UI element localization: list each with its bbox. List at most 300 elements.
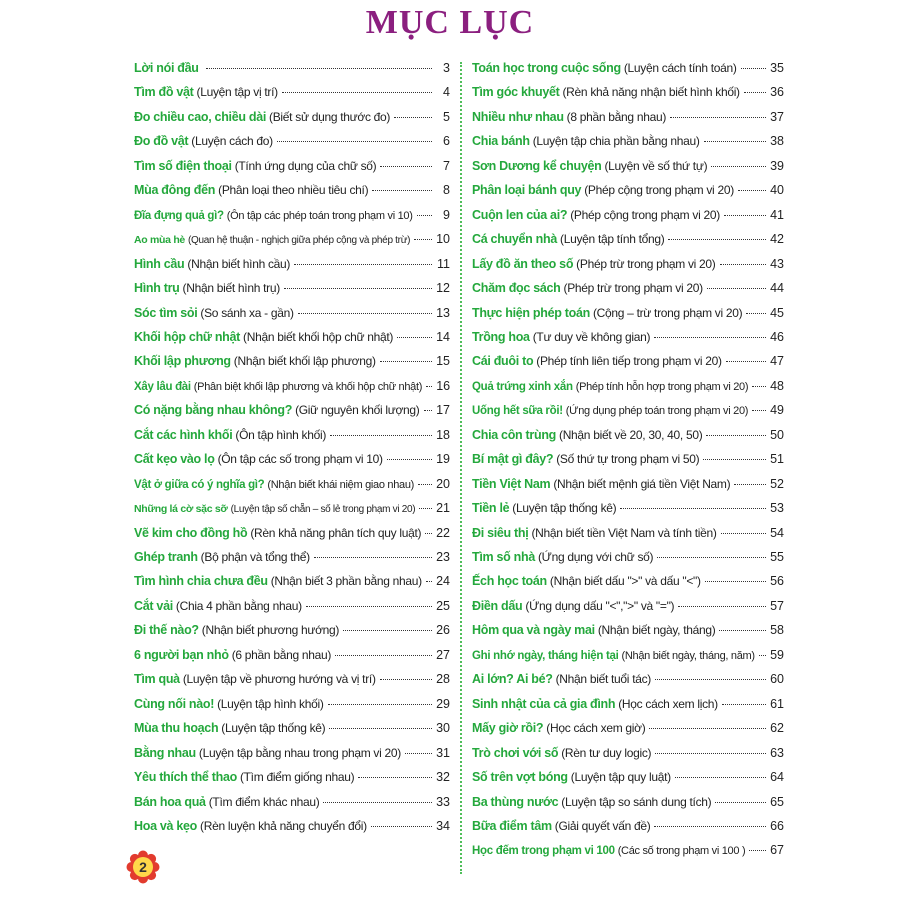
toc-entry[interactable] [472,351,784,371]
toc-entry-title: Uống hết sữa rồi! [472,405,563,418]
toc-dot-leader [720,264,766,265]
toc-dot-leader [397,337,432,338]
toc-entry-subtitle: (Các số trong phạm vi 100 ) [617,845,746,858]
toc-entry[interactable] [134,547,450,567]
toc-entry-subtitle: (Nhận biết khái niệm giao nhau) [267,478,415,491]
toc-entry-subtitle: (So sánh xa - gần) [200,305,294,320]
toc-entry[interactable] [134,669,450,689]
toc-entry-title: Cá chuyển nhà [472,232,558,247]
toc-entry-title: Ghép tranh [134,550,198,564]
toc-entry-page: 58 [770,623,784,638]
toc-entry[interactable] [134,498,450,518]
toc-dot-leader [749,850,766,851]
toc-entry-subtitle: (Nhận biết mệnh giá tiền Việt Nam) [553,476,731,491]
toc-dot-leader [722,704,766,705]
toc-entry-title: Số trên vợt bóng [472,770,568,785]
toc-entry[interactable] [472,571,784,591]
toc-entry-page: 47 [770,354,784,369]
toc-entry[interactable] [134,620,450,640]
toc-entry[interactable] [472,254,784,274]
toc-dot-leader [425,533,432,534]
toc-entry[interactable] [134,425,450,445]
toc-entry-subtitle: (Nhận biết ngày, tháng) [597,623,716,638]
toc-entry[interactable] [472,425,784,445]
toc-entry-subtitle: (Luyện cách đo) [191,134,273,149]
toc-entry-subtitle: (Ôn tập hình khối) [235,427,327,442]
toc-entry-subtitle: (Tính ứng dụng của chữ số) [234,158,377,173]
toc-entry-title: Ba thùng nước [472,794,559,809]
toc-dot-leader [335,655,432,656]
toc-entry-subtitle: (Nhận biết tuổi tác) [555,672,651,687]
toc-entry-page: 33 [436,794,450,809]
toc-entry-subtitle: (Nhận biết dấu ">" và dấu "<") [549,574,701,589]
toc-entry-page: 30 [436,721,450,736]
toc-entry-subtitle: (Luyện tập chia phần bằng nhau) [532,134,700,149]
toc-dot-leader [752,410,766,411]
toc-entry-page: 57 [770,598,784,613]
toc-entry-page: 43 [770,256,784,271]
toc-entry[interactable] [134,523,450,543]
toc-entry[interactable] [472,303,784,323]
toc-dot-leader [668,239,766,240]
toc-dot-leader [323,802,432,803]
toc-entry-subtitle: (Ôn tập các phép toán trong phạm vi 10) [226,209,413,222]
toc-entry[interactable] [472,498,784,518]
toc-entry-page: 35 [770,61,784,75]
toc-dot-leader [418,484,432,485]
toc-dot-leader [343,630,432,631]
toc-entry-title: Khối lập phương [134,354,231,369]
toc-dot-leader [394,117,432,118]
toc-entry-page: 23 [436,550,450,564]
toc-entry-subtitle: (Luyện về số thứ tự) [604,158,708,173]
toc-entry-page: 21 [436,501,450,516]
toc-entry[interactable] [134,205,450,225]
toc-entry-subtitle: (Học cách xem giờ) [546,721,646,736]
toc-entry-page: 61 [770,696,784,711]
toc-entry[interactable] [134,303,450,323]
toc-entry-page: 18 [436,427,450,442]
toc-entry-page: 3 [443,61,450,75]
toc-entry-subtitle: (Nhận biết về 20, 30, 40, 50) [559,427,703,442]
toc-entry[interactable] [134,180,450,200]
toc-entry-page: 28 [436,672,450,687]
toc-entry-subtitle: (Phép cộng trong phạm vi 20) [570,207,720,222]
toc-dot-leader [206,68,432,69]
toc-entry[interactable] [472,278,784,298]
toc-entry-title: Chia bánh [472,134,530,149]
toc-entry[interactable] [134,107,450,127]
toc-entry-title: Bữa điểm tâm [472,818,552,833]
toc-entry-title: Hình cầu [134,256,185,271]
toc-entry[interactable] [472,620,784,640]
toc-entry-page: 38 [770,134,784,149]
toc-entry[interactable] [472,743,784,763]
toc-entry-title: Sinh nhật của cả gia đình [472,696,616,711]
page-number-badge [126,850,160,884]
toc-entry-page: 17 [436,403,450,418]
toc-entry-page: 11 [437,256,450,271]
toc-dot-leader [704,141,766,142]
toc-dot-leader [424,410,433,411]
toc-entry[interactable] [472,596,784,616]
toc-entry-page: 52 [770,476,784,491]
toc-entry-page: 49 [770,403,784,418]
toc-entry-page: 62 [770,721,784,736]
toc-dot-leader [752,386,766,387]
toc-entry-subtitle: (Tìm điểm khác nhau) [208,794,320,809]
toc-entry-title: Ếch học toán [472,574,547,589]
toc-dot-leader [675,777,766,778]
toc-entry-subtitle: (Nhận biết tiền Việt Nam và tính tiền) [531,525,717,540]
toc-dot-leader [649,728,766,729]
toc-entry-title: Nhiều như nhau [472,109,564,124]
toc-entry[interactable] [472,82,784,102]
toc-entry-subtitle: (Rèn luyện khả năng chuyển đổi) [200,818,367,833]
toc-entry[interactable] [472,400,784,420]
toc-entry[interactable] [472,327,784,347]
toc-entry-page: 12 [436,281,450,296]
toc-entry[interactable] [472,718,784,738]
toc-entry-title: Tìm số nhà [472,550,535,564]
toc-dot-leader [380,361,432,362]
toc-entry[interactable] [472,58,784,78]
toc-entry-title: Chăm đọc sách [472,281,561,296]
toc-dot-leader [372,190,432,191]
toc-entry-subtitle: (Giữ nguyên khối lượng) [295,403,420,418]
toc-entry-title: Đi thế nào? [134,623,199,638]
toc-entry-subtitle: (Rèn khả năng phân tích quy luật) [250,525,422,540]
toc-entry[interactable] [472,645,784,665]
toc-dot-leader [744,92,766,93]
toc-entry-title: Trò chơi với số [472,745,559,760]
toc-entry-title: Cùng nối nào! [134,696,215,711]
toc-entry-page: 55 [770,550,784,564]
toc-entry-page: 41 [770,207,784,222]
toc-entry[interactable] [472,767,784,787]
toc-dot-leader [734,484,766,485]
toc-dot-leader [277,141,432,142]
toc-entry-subtitle: (8 phần bằng nhau) [566,109,667,124]
toc-entry[interactable] [472,816,784,836]
toc-entry-page: 4 [443,85,450,100]
toc-entry[interactable] [134,718,450,738]
toc-entry-title: Tìm số điện thoại [134,158,232,173]
toc-entry[interactable] [134,156,450,176]
toc-entry-subtitle: (Tư duy về không gian) [532,329,651,344]
toc-entry[interactable] [134,254,450,274]
toc-entry[interactable] [134,816,450,836]
toc-entry-page: 24 [436,574,450,589]
toc-dot-leader [329,728,432,729]
toc-entry-subtitle: (Biết sử dụng thước đo) [269,109,391,124]
toc-entry[interactable] [472,792,784,812]
toc-entry-subtitle: (Luyện tập thống kê) [512,501,617,516]
toc-dot-leader [678,606,766,607]
toc-entry-title: Sơn Dương kể chuyện [472,158,602,173]
toc-entry[interactable] [134,743,450,763]
toc-entry-title: Trồng hoa [472,329,530,344]
toc-entry-subtitle: (Luyện tập hình khối) [217,696,324,711]
toc-entry-title: Tiền Việt Nam [472,476,551,491]
toc-entry-page: 16 [436,378,451,393]
toc-entry-subtitle: (Nhận biết ngày, tháng, năm) [621,649,755,662]
toc-entry[interactable] [134,792,450,812]
toc-entry-subtitle: (Ứng dụng phép toán trong phạm vi 20) [565,405,749,418]
toc-entry[interactable] [134,229,450,249]
toc-entry-title: Cái đuôi to [472,354,534,369]
toc-entry-subtitle: (Nhận biết hình cầu) [187,256,291,271]
toc-entry-subtitle: (Bộ phận và tổng thể) [200,550,310,564]
toc-entry-title: Toán học trong cuộc sống [472,61,621,75]
toc-entry-title: Đo đồ vật [134,134,189,149]
toc-entry-title: Mấy giờ rồi? [472,721,544,736]
toc-entry-title: Cất kẹo vào lọ [134,452,215,467]
toc-entry-subtitle: (Nhận biết khối lập phương) [233,354,376,369]
toc-entry[interactable] [472,474,784,494]
toc-entry-title: Ghi nhớ ngày, tháng hiện tại [472,649,619,662]
toc-entry-page: 50 [770,427,784,442]
toc-entry[interactable] [472,131,784,151]
toc-entry-page: 54 [770,525,784,540]
toc-entry-page: 46 [770,329,784,344]
toc-entry-subtitle: (Phép tính liên tiếp trong phạm vi 20) [536,354,722,369]
toc-entry-title: Sóc tìm sỏi [134,305,198,320]
toc-entry-page: 22 [436,525,450,540]
toc-entry-subtitle: (Luyện tập quy luật) [570,770,671,785]
toc-entry[interactable] [134,327,450,347]
toc-entry-subtitle: (Ứng dụng dấu "<",">" và "=") [525,598,675,613]
toc-entry[interactable] [472,547,784,567]
toc-entry-title: Điền dấu [472,598,523,613]
toc-entry-title: Khối hộp chữ nhật [134,329,241,344]
toc-entry-subtitle: (Học cách xem lịch) [618,696,718,711]
toc-entry[interactable] [134,278,450,298]
toc-entry[interactable] [134,767,450,787]
toc-dot-leader [328,704,432,705]
toc-entry-subtitle: (Luyện tập tính tổng) [560,232,665,247]
toc-dot-leader [706,435,766,436]
toc-entry[interactable] [472,205,784,225]
toc-entry-page: 26 [436,623,450,638]
toc-entry-subtitle: (Tìm điểm giống nhau) [239,770,355,785]
toc-entry-title: Chia côn trùng [472,427,556,442]
toc-dot-leader [746,313,766,314]
toc-entry-subtitle: (Rèn tư duy logic) [561,745,652,760]
toc-entry-title: Bí mật gì đây? [472,452,554,467]
toc-entry[interactable] [134,571,450,591]
toc-entry-title: Ao mùa hè [134,234,185,247]
toc-dot-leader [284,288,432,289]
toc-entry-page: 32 [436,770,450,785]
toc-entry-page: 14 [436,329,450,344]
toc-dot-leader [306,606,432,607]
toc-entry[interactable] [134,351,450,371]
toc-entry-page: 59 [770,647,784,662]
toc-entry-title: Có nặng bằng nhau không? [134,403,293,418]
toc-entry-subtitle: (Nhận biết 3 phần bằng nhau) [270,574,422,589]
toc-entry-page: 56 [770,574,784,589]
toc-entry[interactable] [134,376,450,396]
toc-entry-subtitle: (Luyện tập thống kê) [221,721,326,736]
toc-dot-leader [654,826,766,827]
toc-entry-page: 36 [770,85,784,100]
toc-entry-subtitle: (6 phần bằng nhau) [231,647,332,662]
toc-entry[interactable] [472,180,784,200]
toc-entry[interactable] [134,400,450,420]
toc-entry[interactable] [134,694,450,714]
toc-entry[interactable] [134,596,450,616]
toc-entry-subtitle: (Luyện tập số chẵn – số lẻ trong phạm vi 20) [230,504,416,516]
toc-entry[interactable] [134,82,450,102]
toc-entry-title: Phân loại bánh quy [472,183,582,198]
toc-entry-page: 6 [443,134,450,149]
toc-dot-leader [380,679,432,680]
page-number: 2 [139,859,147,875]
toc-entry-page: 37 [770,109,784,124]
toc-entry-subtitle: (Phép trừ trong phạm vi 20) [576,256,716,271]
toc-entry-title: Học đếm trong phạm vi 100 [472,845,615,858]
toc-entry-page: 10 [436,232,450,247]
toc-entry[interactable] [134,474,450,494]
toc-entry-subtitle: (Phép trừ trong phạm vi 20) [563,281,703,296]
toc-entry-page: 42 [770,232,784,247]
toc-entry-subtitle: (Luyện tập vị trí) [196,85,278,100]
toc-entry-title: Vẽ kim cho đồng hồ [134,525,248,540]
toc-entry[interactable] [472,840,784,860]
toc-entry-title: Thực hiện phép toán [472,305,590,320]
toc-entry[interactable] [134,131,450,151]
toc-dot-leader [426,581,432,582]
toc-entry-title: Hình trụ [134,281,180,296]
toc-dot-leader [426,386,432,387]
toc-entry-subtitle: (Phép cộng trong phạm vi 20) [584,183,734,198]
toc-entry-title: Tìm hình chia chưa đều [134,574,268,589]
toc-entry-subtitle: (Quan hệ thuận - nghịch giữa phép cộng và phép trừ) [187,235,411,247]
toc-dot-leader [298,313,432,314]
toc-entry[interactable] [134,449,450,469]
toc-entry-subtitle: (Luyện tập so sánh dung tích) [561,794,712,809]
toc-entry-title: Đo chiều cao, chiều dài [134,109,267,124]
toc-entry[interactable] [472,107,784,127]
toc-dot-leader [380,166,432,167]
toc-entry[interactable] [472,449,784,469]
toc-entry-subtitle: (Nhận biết hình trụ) [182,281,280,296]
toc-dot-leader [705,581,766,582]
toc-entry-page: 44 [770,281,784,296]
toc-entry-title: Tìm đồ vật [134,85,194,100]
toc-dot-leader [657,557,766,558]
toc-entry-title: Cuộn len của ai? [472,207,568,222]
toc-entry-page: 27 [436,647,450,662]
toc-dot-leader [726,361,766,362]
toc-entry-title: Mùa đông đến [134,183,216,198]
toc-entry-subtitle: (Luyện tập bằng nhau trong phạm vi 20) [198,745,401,760]
toc-dot-leader [358,777,432,778]
toc-entry-subtitle: (Phân loại theo nhiều tiêu chí) [218,183,369,198]
toc-entry[interactable] [472,669,784,689]
toc-dot-leader [711,166,766,167]
toc-dot-leader [294,264,432,265]
toc-entry-page: 64 [770,770,784,785]
toc-entry-page: 19 [436,452,450,467]
toc-entry-title: Tìm quà [134,672,180,687]
toc-entry-page: 34 [436,818,450,833]
toc-dot-leader [707,288,766,289]
toc-entry[interactable] [134,645,450,665]
toc-entry-page: 25 [436,598,450,613]
toc-entry-subtitle: (Ứng dụng với chữ số) [537,550,654,564]
toc-entry-subtitle: (Số thứ tự trong phạm vi 50) [556,452,700,467]
toc-entry[interactable] [472,523,784,543]
toc-dot-leader [738,190,766,191]
toc-entry-title: Hoa và kẹo [134,818,198,833]
toc-dot-leader [417,215,432,216]
toc-dot-leader [655,753,766,754]
toc-dot-leader [741,68,766,69]
toc-entry-title: Đi siêu thị [472,525,529,540]
toc-entry-title: Những lá cờ sặc sỡ [134,503,228,516]
toc-dot-leader [620,508,766,509]
toc-dot-leader [387,459,432,460]
toc-dot-leader [721,533,766,534]
toc-entry[interactable] [472,376,784,396]
toc-dot-leader [654,337,766,338]
toc-entry-page: 66 [770,818,784,833]
toc-dot-leader [724,215,766,216]
toc-entry-title: Quả trứng xinh xắn [472,380,573,393]
toc-entry-page: 67 [770,843,784,858]
toc-entry-page: 29 [436,696,450,711]
toc-entry-page: 9 [443,207,450,222]
toc-entry-title: Mùa thu hoạch [134,721,219,736]
toc-dot-leader [405,753,432,754]
toc-entry-page: 31 [436,745,450,760]
toc-entry-page: 39 [770,158,784,173]
toc-dot-leader [759,655,766,656]
toc-dot-leader [655,679,766,680]
toc-entry-title: Ai lớn? Ai bé? [472,672,553,687]
column-divider [460,62,462,874]
toc-entry[interactable] [472,694,784,714]
page-title: MỤC LỤC [365,4,535,41]
toc-entry-title: Đĩa đựng quả gì? [134,209,224,222]
toc-entry-page: 7 [443,158,450,173]
toc-entry-title: 6 người bạn nhỏ [134,647,229,662]
toc-entry-subtitle: (Rèn khả năng nhận biết hình khối) [562,85,740,100]
toc-dot-leader [715,802,766,803]
toc-entry-page: 20 [436,476,450,491]
toc-entry-title: Lấy đồ ăn theo số [472,256,574,271]
toc-entry[interactable] [472,156,784,176]
toc-dot-leader [371,826,432,827]
toc-entry-title: Hôm qua và ngày mai [472,623,595,638]
toc-entry[interactable] [472,229,784,249]
toc-entry-page: 45 [770,305,784,320]
toc-entry-subtitle: (Cộng – trừ trong phạm vi 20) [592,305,743,320]
toc-entry[interactable] [134,58,450,78]
toc-entry-title: Lời nói đầu [134,61,199,75]
toc-entry-title: Tiền lẻ [472,501,510,516]
toc-entry-title: Tìm góc khuyết [472,85,560,100]
toc-entry-page: 65 [770,794,784,809]
toc-column-right [472,58,784,876]
toc-entry-page: 63 [770,745,784,760]
toc-entry-page: 40 [770,183,784,198]
toc-entry-subtitle: (Ôn tập các số trong phạm vi 10) [217,452,383,467]
toc-entry-subtitle: (Nhận biết khối hộp chữ nhật) [243,329,394,344]
toc-entry-page: 53 [770,501,784,516]
